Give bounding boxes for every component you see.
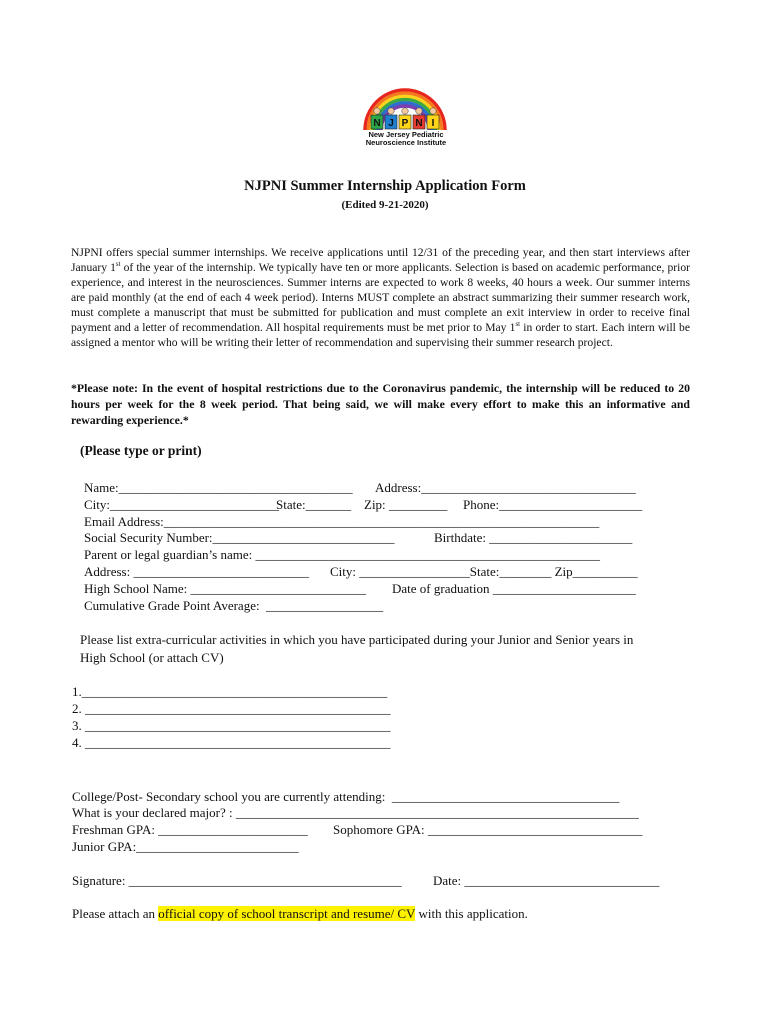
intro-paragraph [71,245,690,350]
city-state-zip-field[interactable]: City: _________________State:________ Zip__________ [330,564,638,579]
figure-head [416,108,422,114]
graduation-date-field[interactable]: Date of graduation ______________________ [392,581,636,596]
college-school-field[interactable]: College/Post- Secondary school you are currently attending: ___________________________________ [72,789,620,804]
attach-instruction [72,906,528,922]
address-field[interactable]: Address:_________________________________ [375,480,636,495]
activity-line-3[interactable]: 3. _______________________________________________ [72,718,391,733]
njpni-logo [350,88,460,158]
attach-before: Please attach an [72,906,159,921]
email-field[interactable]: Email Address:___________________________________________________________________ [84,514,600,529]
please-type-heading: (Please type or print) [80,443,202,458]
form-title: NJPNI Summer Internship Application Form [244,178,526,194]
zip-field[interactable]: Zip: _________ [364,497,448,512]
gpa-field[interactable]: Cumulative Grade Point Average: __________________ [84,598,384,613]
activities-prompt-line1: Please list extra-curricular activities in which you have participated during your Junior and Senior years in [80,632,634,647]
intro-part2: of the year of the internship. We typically have ten or more applicants. Selection is based on academic performance, prior experience, and interest in the neurosciences. Summer interns are expected to work 8 weeks, 40 hours a week. Our summer interns are paid monthly (at the end of each 4 week period). Interns MUST complete an abstract summarizing their summer research work, must complete a manuscript that must be submitted for publication and must complete an exit interview in order to receive final payment and a letter of recommendation. All hospital requirements must be met prior to May 1 [71,261,690,334]
declared-major-field[interactable]: What is your declared major? : ______________________________________________________________ [72,805,639,820]
logo-caption-line2: Neuroscience Institute [365,138,447,147]
attach-highlight: official copy of school transcript and resume/ CV [158,906,416,921]
activities-prompt-line2: High School (or attach CV) [80,650,224,665]
intro-sup2: st [515,320,521,329]
name-field[interactable]: Name:____________________________________ [84,480,353,495]
junior-gpa-field[interactable]: Junior GPA:_________________________ [72,839,299,854]
phone-field[interactable]: Phone:______________________ [463,497,643,512]
activity-line-1[interactable]: 1._______________________________________________ [72,684,388,699]
letter-block [399,108,411,129]
block-letter: N [415,118,423,129]
figure-head [402,108,408,114]
figure-head [430,108,436,114]
covid-note: *Please note: In the event of hospital restrictions due to the Coronavirus pandemic, the internship will be reduced to 20 hours per week for the 8 week period. That being said, we will make every effort to make this an informative and rewarding experience.* [71,381,690,427]
figure-head [374,108,380,114]
intro-sup1: st [115,260,121,269]
block-letter: N [373,118,381,129]
guardian-field[interactable]: Parent or legal guardian’s name: _____________________________________________________ [84,547,600,562]
birthdate-field[interactable]: Birthdate: ______________________ [434,530,633,545]
signature-field[interactable]: Signature: __________________________________________ [72,873,402,888]
block-letter: J [388,118,394,129]
activity-line-4[interactable]: 4. _______________________________________________ [72,735,391,750]
logo-caption-line1: New Jersey Pediatric [368,130,444,139]
figure-head [388,108,394,114]
form-subtitle: (Edited 9-21-2020) [341,199,429,211]
activity-line-2[interactable]: 2. _______________________________________________ [72,701,391,716]
high-school-field[interactable]: High School Name: ___________________________ [84,581,367,596]
address2-field[interactable]: Address: ___________________________ [84,564,309,579]
sophomore-gpa-field[interactable]: Sophomore GPA: _________________________________ [333,822,643,837]
block-letter: P [401,118,409,129]
intro-part3: in order to start. Each intern will be assigned a mentor who will be writing their letter of recommendation and supervising their summer research project. [71,321,690,349]
ssn-field[interactable]: Social Security Number:____________________________ [84,530,395,545]
block-letter: I [431,118,435,129]
attach-after: with this application. [415,906,528,921]
logo-caption [352,131,460,147]
state-field[interactable]: State:_______ [276,497,352,512]
freshman-gpa-field[interactable]: Freshman GPA: _______________________ [72,822,308,837]
date-field[interactable]: Date: ______________________________ [433,873,660,888]
intro-part1: NJPNI offers special summer internships. We receive applications until 12/31 of the preceding year, and then start interviews after January 1 [71,246,690,274]
city-field[interactable]: City:__________________________ [84,497,280,512]
